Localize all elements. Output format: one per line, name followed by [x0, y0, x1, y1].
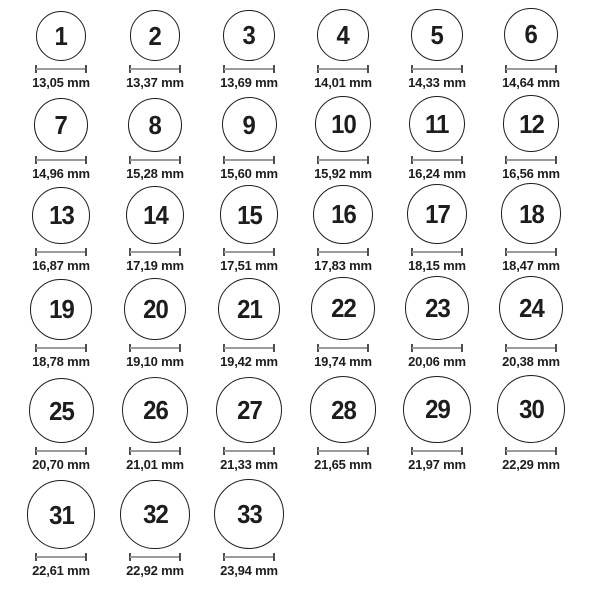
diameter-label: 14,96 mm — [32, 166, 90, 181]
measure-tick-right — [367, 344, 369, 352]
ring-size-cell — [484, 95, 578, 181]
ring-circle — [220, 185, 279, 244]
measure-hline — [506, 251, 556, 253]
diameter-measure-line — [505, 447, 557, 455]
ring-circle — [218, 278, 281, 341]
measure-hline — [130, 347, 180, 349]
diameter-label: 21,01 mm — [126, 457, 184, 472]
ring-size-number: 23 — [424, 293, 450, 324]
ring-size-number: 7 — [54, 110, 68, 141]
measure-tick-right — [273, 65, 275, 73]
ring-circle — [34, 98, 88, 152]
ring-size-number: 33 — [236, 499, 262, 529]
ring-size-number: 12 — [518, 108, 544, 139]
ring-circle — [120, 480, 189, 549]
ring-size-number: 25 — [48, 395, 74, 426]
diameter-label: 13,69 mm — [220, 75, 278, 90]
diameter-measure-line — [35, 248, 87, 256]
diameter-label: 13,05 mm — [32, 75, 90, 90]
ring-size-number: 22 — [330, 293, 356, 324]
measure-tick-right — [179, 447, 181, 455]
ring-circle — [311, 277, 374, 340]
ring-circle — [405, 276, 469, 340]
diameter-label: 20,70 mm — [32, 457, 90, 472]
ring-size-number: 31 — [48, 499, 74, 530]
size-row-1 — [14, 0, 600, 90]
diameter-label: 17,83 mm — [314, 258, 372, 273]
measure-tick-right — [85, 447, 87, 455]
measure-hline — [412, 347, 462, 349]
ring-circle — [29, 378, 94, 443]
diameter-measure-line — [223, 447, 275, 455]
ring-size-cell — [108, 10, 202, 90]
ring-size-number: 14 — [142, 199, 168, 230]
measure-hline — [224, 251, 274, 253]
measure-tick-right — [85, 65, 87, 73]
diameter-measure-line — [223, 156, 275, 164]
diameter-label: 20,38 mm — [502, 354, 560, 369]
measure-hline — [36, 251, 86, 253]
diameter-measure-line — [223, 344, 275, 352]
ring-size-cell — [202, 278, 296, 370]
ring-circle — [503, 95, 560, 152]
measure-tick-right — [273, 156, 275, 164]
measure-tick-right — [273, 344, 275, 352]
ring-size-cell — [296, 277, 390, 369]
diameter-measure-line — [505, 344, 557, 352]
ring-circle — [124, 278, 186, 340]
measure-hline — [318, 68, 368, 70]
ring-size-cell — [390, 9, 484, 91]
ring-size-number: 15 — [236, 199, 262, 230]
measure-hline — [224, 347, 274, 349]
measure-tick-right — [85, 344, 87, 352]
diameter-measure-line — [129, 248, 181, 256]
diameter-label: 19,42 mm — [220, 354, 278, 369]
ring-size-number: 11 — [425, 108, 449, 139]
diameter-label: 18,15 mm — [408, 258, 466, 273]
ring-circle — [122, 377, 188, 443]
ring-size-number: 32 — [142, 499, 168, 530]
measure-tick-right — [461, 248, 463, 256]
measure-hline — [412, 251, 462, 253]
diameter-measure-line — [411, 156, 463, 164]
measure-hline — [412, 159, 462, 161]
diameter-label: 20,06 mm — [408, 354, 466, 369]
ring-size-number: 1 — [54, 21, 68, 51]
measure-hline — [130, 251, 180, 253]
ring-size-number: 16 — [330, 199, 356, 230]
ring-size-cell — [296, 376, 390, 472]
ring-circle — [409, 96, 465, 152]
measure-tick-right — [555, 65, 557, 73]
diameter-measure-line — [317, 447, 369, 455]
measure-hline — [130, 68, 180, 70]
diameter-label: 21,97 mm — [408, 457, 466, 472]
measure-hline — [36, 450, 86, 452]
measure-hline — [224, 159, 274, 161]
ring-size-number: 27 — [236, 394, 262, 425]
ring-size-cell — [390, 276, 484, 369]
ring-size-number: 10 — [330, 109, 356, 140]
ring-size-number: 30 — [518, 393, 544, 424]
diameter-label: 16,87 mm — [32, 258, 90, 273]
diameter-measure-line — [317, 248, 369, 256]
ring-size-cell — [202, 479, 296, 578]
diameter-label: 13,37 mm — [126, 75, 184, 90]
size-row-6 — [14, 472, 600, 578]
diameter-label: 16,56 mm — [502, 166, 560, 181]
ring-circle — [128, 98, 182, 152]
diameter-label: 15,60 mm — [220, 166, 278, 181]
ring-size-cell — [14, 378, 108, 472]
measure-hline — [36, 556, 86, 558]
diameter-measure-line — [129, 447, 181, 455]
ring-size-number: 8 — [148, 109, 162, 140]
ring-size-number: 5 — [430, 19, 444, 50]
ring-size-cell — [14, 187, 108, 274]
ring-circle — [501, 183, 562, 244]
size-row-3 — [14, 181, 600, 273]
ring-circle — [30, 279, 91, 340]
diameter-label: 17,51 mm — [220, 258, 278, 273]
size-row-4 — [14, 273, 600, 369]
measure-tick-right — [461, 447, 463, 455]
diameter-label: 15,28 mm — [126, 166, 184, 181]
diameter-label: 18,47 mm — [502, 258, 560, 273]
ring-size-cell — [296, 9, 390, 90]
measure-hline — [130, 556, 180, 558]
diameter-measure-line — [411, 248, 463, 256]
diameter-measure-line — [129, 344, 181, 352]
measure-hline — [224, 556, 274, 558]
diameter-label: 19,10 mm — [126, 354, 184, 369]
diameter-label: 19,74 mm — [314, 354, 372, 369]
measure-tick-right — [367, 156, 369, 164]
measure-tick-right — [273, 248, 275, 256]
diameter-measure-line — [505, 248, 557, 256]
diameter-measure-line — [223, 553, 275, 561]
measure-tick-right — [273, 447, 275, 455]
diameter-label: 18,78 mm — [32, 354, 90, 369]
measure-hline — [318, 450, 368, 452]
ring-size-number: 28 — [330, 394, 356, 425]
diameter-measure-line — [317, 65, 369, 73]
diameter-label: 21,65 mm — [314, 457, 372, 472]
ring-circle — [126, 186, 184, 244]
measure-tick-right — [461, 65, 463, 73]
measure-tick-right — [367, 248, 369, 256]
measure-tick-right — [555, 248, 557, 256]
measure-hline — [36, 68, 86, 70]
measure-tick-right — [179, 248, 181, 256]
ring-size-number: 18 — [518, 198, 544, 229]
ring-size-number: 3 — [242, 20, 256, 51]
measure-tick-right — [85, 156, 87, 164]
ring-circle — [130, 10, 181, 61]
diameter-measure-line — [411, 65, 463, 73]
diameter-measure-line — [411, 447, 463, 455]
ring-size-number: 17 — [424, 199, 450, 229]
ring-size-cell — [296, 185, 390, 273]
ring-size-cell — [108, 98, 202, 181]
ring-size-number: 24 — [518, 292, 544, 323]
ring-size-cell — [484, 8, 578, 90]
diameter-label: 23,94 mm — [220, 563, 278, 578]
diameter-label: 17,19 mm — [126, 258, 184, 273]
measure-hline — [506, 450, 556, 452]
diameter-measure-line — [317, 344, 369, 352]
diameter-measure-line — [35, 553, 87, 561]
ring-circle — [499, 276, 563, 340]
measure-hline — [36, 159, 86, 161]
ring-circle — [403, 376, 471, 444]
measure-hline — [318, 159, 368, 161]
ring-size-number: 29 — [424, 394, 450, 425]
measure-hline — [318, 347, 368, 349]
ring-circle — [310, 376, 377, 443]
diameter-measure-line — [129, 553, 181, 561]
ring-size-cell — [484, 183, 578, 273]
ring-size-cell — [202, 185, 296, 273]
ring-circle — [36, 11, 86, 61]
measure-hline — [412, 68, 462, 70]
ring-size-cell — [14, 11, 108, 90]
ring-size-number: 2 — [148, 20, 162, 51]
measure-hline — [318, 251, 368, 253]
ring-circle — [497, 375, 565, 443]
diameter-measure-line — [505, 65, 557, 73]
diameter-measure-line — [317, 156, 369, 164]
ring-size-cell — [108, 377, 202, 472]
measure-tick-right — [555, 447, 557, 455]
measure-hline — [130, 159, 180, 161]
ring-size-cell — [14, 279, 108, 369]
ring-size-cell — [202, 97, 296, 181]
ring-size-number: 9 — [242, 109, 256, 140]
ring-size-cell — [390, 184, 484, 273]
ring-size-cell — [484, 276, 578, 369]
ring-size-cell — [14, 480, 108, 578]
measure-tick-right — [179, 553, 181, 561]
ring-circle — [504, 8, 557, 61]
diameter-measure-line — [505, 156, 557, 164]
ring-circle — [27, 480, 96, 549]
diameter-label: 21,33 mm — [220, 457, 278, 472]
diameter-label: 22,92 mm — [126, 563, 184, 578]
size-row-5 — [14, 369, 600, 472]
ring-size-number: 20 — [142, 294, 168, 325]
diameter-label: 22,29 mm — [502, 457, 560, 472]
ring-circle — [223, 10, 274, 61]
diameter-measure-line — [129, 65, 181, 73]
diameter-measure-line — [35, 344, 87, 352]
ring-size-number: 4 — [336, 20, 350, 51]
ring-circle — [222, 97, 277, 152]
measure-tick-right — [179, 344, 181, 352]
ring-circle — [32, 187, 90, 245]
measure-hline — [224, 450, 274, 452]
diameter-label: 14,01 mm — [314, 75, 372, 90]
measure-tick-right — [179, 156, 181, 164]
ring-size-cell — [390, 96, 484, 181]
diameter-label: 14,33 mm — [408, 75, 466, 90]
ring-size-cell — [14, 98, 108, 181]
ring-size-number: 19 — [48, 294, 74, 325]
ring-size-number: 26 — [142, 395, 168, 426]
diameter-label: 16,24 mm — [408, 166, 466, 181]
ring-size-number: 13 — [48, 200, 74, 231]
measure-hline — [36, 347, 86, 349]
measure-tick-right — [461, 156, 463, 164]
diameter-measure-line — [35, 65, 87, 73]
measure-tick-right — [367, 447, 369, 455]
diameter-measure-line — [223, 248, 275, 256]
diameter-label: 22,61 mm — [32, 563, 90, 578]
ring-circle — [216, 377, 282, 443]
ring-circle — [313, 185, 372, 244]
measure-tick-right — [85, 248, 87, 256]
ring-size-cell — [296, 96, 390, 181]
ring-circle — [411, 9, 464, 62]
ring-size-number: 6 — [524, 19, 538, 50]
measure-tick-right — [179, 65, 181, 73]
measure-tick-right — [461, 344, 463, 352]
ring-size-cell — [108, 480, 202, 578]
measure-hline — [506, 159, 556, 161]
measure-hline — [506, 68, 556, 70]
diameter-label: 14,64 mm — [502, 75, 560, 90]
ring-size-cell — [108, 278, 202, 369]
measure-tick-right — [85, 553, 87, 561]
ring-size-cell — [202, 10, 296, 90]
ring-circle — [317, 9, 369, 61]
ring-circle — [214, 479, 284, 549]
measure-tick-right — [555, 344, 557, 352]
measure-hline — [130, 450, 180, 452]
measure-tick-right — [367, 65, 369, 73]
ring-size-cell — [390, 376, 484, 473]
ring-size-cell — [484, 375, 578, 472]
measure-tick-right — [555, 156, 557, 164]
ring-size-number: 21 — [236, 293, 262, 324]
diameter-measure-line — [35, 156, 87, 164]
ring-circle — [315, 96, 371, 152]
ring-circle — [407, 184, 467, 244]
diameter-measure-line — [411, 344, 463, 352]
diameter-measure-line — [223, 65, 275, 73]
diameter-measure-line — [35, 447, 87, 455]
diameter-label: 15,92 mm — [314, 166, 372, 181]
measure-hline — [506, 347, 556, 349]
measure-tick-right — [273, 553, 275, 561]
ring-size-cell — [202, 377, 296, 472]
measure-hline — [412, 450, 462, 452]
ring-size-cell — [108, 186, 202, 273]
size-row-2 — [14, 90, 600, 181]
diameter-measure-line — [129, 156, 181, 164]
measure-hline — [224, 68, 274, 70]
